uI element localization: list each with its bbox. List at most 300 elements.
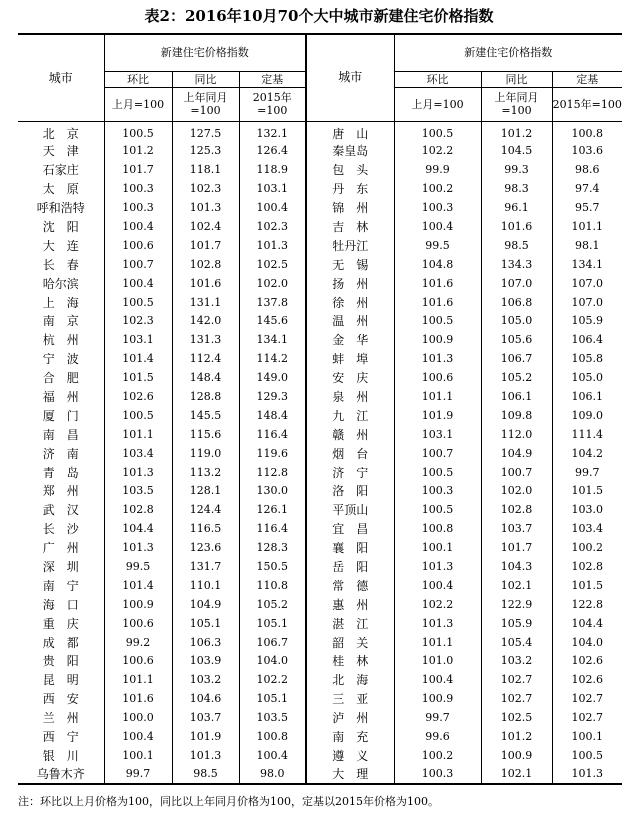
dingji-cell: 148.4	[239, 406, 306, 425]
huanbi-cell: 100.3	[394, 765, 481, 784]
huanbi-cell: 101.5	[104, 368, 172, 387]
city-cell: 济 宁	[306, 463, 394, 482]
city-cell: 洛 阳	[306, 482, 394, 501]
table-row	[18, 708, 622, 727]
huanbi-cell: 101.7	[104, 160, 172, 179]
dingji-cell: 126.1	[239, 500, 306, 519]
tongbi-cell: 102.8	[172, 255, 239, 274]
tongbi-cell: 101.9	[172, 727, 239, 746]
city-cell: 合 肥	[42, 371, 79, 386]
huanbi-cell: 99.6	[394, 727, 481, 746]
tongbi-cell: 101.3	[172, 198, 239, 217]
city-cell: 贵 阳	[42, 654, 79, 669]
tongbi-cell: 101.7	[481, 538, 552, 557]
city-cell: 郑 州	[42, 484, 79, 499]
dingji-cell: 103.0	[552, 500, 622, 519]
tongbi-header-left: 同比	[172, 71, 239, 87]
city-cell: 平顶山	[306, 500, 394, 519]
tongbi-cell: 112.4	[172, 349, 239, 368]
huanbi-cell: 100.4	[394, 576, 481, 595]
dingji-cell: 118.9	[239, 160, 306, 179]
tongbi-cell: 131.3	[172, 330, 239, 349]
city-cell: 无 锡	[306, 255, 394, 274]
huanbi-cell: 104.8	[394, 255, 481, 274]
dingji-cell: 105.2	[239, 595, 306, 614]
dingji-cell: 101.5	[552, 576, 622, 595]
city-cell: 徐 州	[306, 293, 394, 312]
tongbi-cell: 105.1	[172, 614, 239, 633]
dingji-cell: 103.5	[239, 708, 306, 727]
table-row	[18, 198, 622, 217]
tongbi-cell: 101.2	[481, 121, 552, 142]
dingji-cell: 103.6	[552, 142, 622, 161]
tongbi-cell: 118.1	[172, 160, 239, 179]
tongbi-cell: 124.4	[172, 500, 239, 519]
city-cell: 大 连	[42, 238, 79, 253]
dingji-cell: 101.5	[552, 482, 622, 501]
table-row	[18, 538, 622, 557]
dingji-cell: 100.8	[239, 727, 306, 746]
city-cell: 岳 阳	[306, 557, 394, 576]
table-row	[18, 255, 622, 274]
tongbi-cell: 113.2	[172, 463, 239, 482]
tongbi-cell: 98.3	[481, 179, 552, 198]
table-row	[18, 121, 622, 142]
city-cell: 成 都	[42, 635, 79, 650]
tongbi-cell: 98.5	[481, 236, 552, 255]
city-cell: 安 庆	[306, 368, 394, 387]
dingji-cell: 100.2	[552, 538, 622, 557]
huanbi-cell: 100.3	[394, 198, 481, 217]
huanbi-cell: 100.9	[394, 689, 481, 708]
huanbi-cell: 99.5	[394, 236, 481, 255]
huanbi-cell: 100.1	[104, 746, 172, 765]
tongbi-cell: 148.4	[172, 368, 239, 387]
city-cell: 福 州	[42, 390, 79, 405]
huanbi-cell: 100.5	[104, 293, 172, 312]
dingji-cell: 145.6	[239, 312, 306, 331]
tongbi-cell: 112.0	[481, 425, 552, 444]
city-cell: 常 德	[306, 576, 394, 595]
tongbi-base-right: 上年同月=100	[481, 87, 552, 121]
dingji-cell: 106.7	[239, 633, 306, 652]
dingji-cell: 107.0	[552, 293, 622, 312]
huanbi-cell: 100.5	[394, 121, 481, 142]
dingji-cell: 102.3	[239, 217, 306, 236]
dingji-cell: 95.7	[552, 198, 622, 217]
huanbi-cell: 100.8	[394, 519, 481, 538]
tongbi-cell: 101.6	[481, 217, 552, 236]
huanbi-cell: 101.1	[104, 425, 172, 444]
city-cell: 蚌 埠	[306, 349, 394, 368]
dingji-cell: 107.0	[552, 274, 622, 293]
tongbi-cell: 131.7	[172, 557, 239, 576]
city-cell: 桂 林	[306, 652, 394, 671]
dingji-cell: 104.0	[552, 633, 622, 652]
tongbi-cell: 102.3	[172, 179, 239, 198]
huanbi-cell: 101.2	[104, 142, 172, 161]
huanbi-base-right: 上月=100	[394, 87, 481, 121]
table-row	[18, 179, 622, 198]
tongbi-cell: 116.5	[172, 519, 239, 538]
city-cell: 沈 阳	[42, 220, 79, 234]
dingji-cell: 130.0	[239, 482, 306, 501]
city-cell: 九 江	[306, 406, 394, 425]
city-cell: 南 京	[42, 314, 79, 329]
city-cell: 吉 林	[306, 217, 394, 236]
huanbi-cell: 101.3	[104, 463, 172, 482]
tongbi-cell: 102.7	[481, 670, 552, 689]
huanbi-cell: 102.2	[394, 595, 481, 614]
table-row	[18, 576, 622, 595]
table-row	[18, 293, 622, 312]
dingji-cell: 100.5	[552, 746, 622, 765]
dingji-cell: 105.9	[552, 312, 622, 331]
huanbi-cell: 100.5	[394, 463, 481, 482]
huanbi-cell: 103.1	[394, 425, 481, 444]
tongbi-cell: 128.1	[172, 482, 239, 501]
city-column-header-left: 城市	[18, 34, 104, 121]
tongbi-cell: 102.4	[172, 217, 239, 236]
city-cell: 韶 关	[306, 633, 394, 652]
tongbi-cell: 134.3	[481, 255, 552, 274]
dingji-cell: 128.3	[239, 538, 306, 557]
dingji-base-right: 2015年=100	[552, 87, 622, 121]
city-cell: 金 华	[306, 330, 394, 349]
city-cell: 赣 州	[306, 425, 394, 444]
city-cell: 北 京	[42, 126, 79, 141]
city-cell: 西 安	[42, 692, 79, 707]
huanbi-cell: 102.3	[104, 312, 172, 331]
huanbi-cell: 102.6	[104, 387, 172, 406]
table-row	[18, 633, 622, 652]
huanbi-cell: 100.3	[394, 482, 481, 501]
table-row	[18, 727, 622, 746]
table-row	[18, 614, 622, 633]
tongbi-cell: 99.3	[481, 160, 552, 179]
huanbi-cell: 101.6	[394, 274, 481, 293]
table-row	[18, 387, 622, 406]
city-cell: 温 州	[306, 312, 394, 331]
tongbi-cell: 101.3	[172, 746, 239, 765]
table-row	[18, 689, 622, 708]
table-row	[18, 349, 622, 368]
huanbi-cell: 99.2	[104, 633, 172, 652]
tongbi-cell: 103.2	[172, 670, 239, 689]
huanbi-cell: 100.6	[104, 236, 172, 255]
table-row	[18, 236, 622, 255]
dingji-cell: 101.3	[239, 236, 306, 255]
tongbi-cell: 110.1	[172, 576, 239, 595]
tongbi-cell: 106.8	[481, 293, 552, 312]
dingji-cell: 98.1	[552, 236, 622, 255]
table-row	[18, 274, 622, 293]
huanbi-base-left: 上月=100	[104, 87, 172, 121]
tongbi-base-left: 上年同月=100	[172, 87, 239, 121]
city-cell: 南 昌	[42, 427, 79, 442]
tongbi-cell: 127.5	[172, 121, 239, 142]
tongbi-cell: 105.9	[481, 614, 552, 633]
huanbi-cell: 101.6	[104, 689, 172, 708]
tongbi-cell: 101.2	[481, 727, 552, 746]
dingji-cell: 102.7	[552, 689, 622, 708]
table-row	[18, 670, 622, 689]
dingji-cell: 102.2	[239, 670, 306, 689]
index-group-header-left: 新建住宅价格指数	[104, 34, 306, 71]
tongbi-cell: 105.6	[481, 330, 552, 349]
huanbi-cell: 100.7	[394, 444, 481, 463]
dingji-cell: 103.4	[552, 519, 622, 538]
city-cell: 石家庄	[42, 163, 79, 178]
dingji-cell: 105.1	[239, 614, 306, 633]
huanbi-cell: 100.2	[394, 179, 481, 198]
huanbi-cell: 100.6	[104, 652, 172, 671]
huanbi-cell: 104.4	[104, 519, 172, 538]
dingji-cell: 104.0	[239, 652, 306, 671]
dingji-cell: 132.1	[239, 121, 306, 142]
huanbi-cell: 101.4	[104, 576, 172, 595]
city-cell: 大 理	[306, 765, 394, 784]
city-cell: 呼和浩特	[36, 201, 85, 216]
table-row	[18, 444, 622, 463]
table-row	[18, 142, 622, 161]
dingji-cell: 102.5	[239, 255, 306, 274]
huanbi-cell: 100.5	[394, 312, 481, 331]
city-cell: 重 庆	[42, 616, 79, 631]
dingji-cell: 105.1	[239, 689, 306, 708]
huanbi-cell: 100.0	[104, 708, 172, 727]
huanbi-cell: 102.8	[104, 500, 172, 519]
dingji-cell: 102.8	[552, 557, 622, 576]
huanbi-cell: 101.9	[394, 406, 481, 425]
tongbi-cell: 103.7	[481, 519, 552, 538]
tongbi-cell: 100.7	[481, 463, 552, 482]
huanbi-cell: 101.3	[394, 614, 481, 633]
dingji-cell: 150.5	[239, 557, 306, 576]
huanbi-cell: 101.3	[394, 557, 481, 576]
huanbi-header-right: 环比	[394, 71, 481, 87]
dingji-cell: 109.0	[552, 406, 622, 425]
huanbi-cell: 100.7	[104, 255, 172, 274]
table-row	[18, 557, 622, 576]
huanbi-cell: 101.1	[104, 670, 172, 689]
tongbi-cell: 105.4	[481, 633, 552, 652]
table-row	[18, 312, 622, 331]
dingji-cell: 116.4	[239, 519, 306, 538]
dingji-cell: 103.1	[239, 179, 306, 198]
table-title: 表2：2016年10月70个大中城市新建住宅价格指数	[144, 7, 494, 25]
city-cell: 杭 州	[42, 333, 79, 348]
dingji-cell: 149.0	[239, 368, 306, 387]
city-cell: 青 岛	[42, 465, 79, 480]
city-cell: 泸 州	[306, 708, 394, 727]
tongbi-cell: 101.7	[172, 236, 239, 255]
huanbi-cell: 101.1	[394, 633, 481, 652]
dingji-cell: 100.8	[552, 121, 622, 142]
tongbi-cell: 104.5	[481, 142, 552, 161]
table-row	[18, 406, 622, 425]
city-cell: 惠 州	[306, 595, 394, 614]
table-row	[18, 330, 622, 349]
tongbi-cell: 102.1	[481, 765, 552, 784]
dingji-header-right: 定基	[552, 71, 622, 87]
city-cell: 上 海	[42, 295, 79, 310]
city-cell: 烟 台	[306, 444, 394, 463]
dingji-cell: 102.7	[552, 708, 622, 727]
huanbi-cell: 100.9	[394, 330, 481, 349]
tongbi-cell: 96.1	[481, 198, 552, 217]
huanbi-cell: 100.4	[104, 727, 172, 746]
city-column-header-right: 城市	[306, 34, 394, 121]
city-cell: 昆 明	[42, 673, 79, 688]
table-row	[18, 765, 622, 784]
city-cell: 武 汉	[42, 503, 79, 518]
city-cell: 扬 州	[306, 274, 394, 293]
huanbi-cell: 100.4	[104, 217, 172, 236]
dingji-base-left: 2015年=100	[239, 87, 306, 121]
tongbi-cell: 102.8	[481, 500, 552, 519]
city-cell: 南 宁	[42, 578, 79, 593]
city-cell: 厦 门	[42, 408, 79, 423]
tongbi-cell: 103.7	[172, 708, 239, 727]
huanbi-cell: 100.5	[104, 406, 172, 425]
table-row	[18, 368, 622, 387]
tongbi-cell: 106.1	[481, 387, 552, 406]
huanbi-cell: 100.9	[104, 595, 172, 614]
city-cell: 长 春	[42, 257, 79, 272]
dingji-cell: 98.6	[552, 160, 622, 179]
dingji-cell: 122.8	[552, 595, 622, 614]
huanbi-cell: 99.5	[104, 557, 172, 576]
city-cell: 长 沙	[42, 522, 79, 537]
huanbi-cell: 99.7	[104, 765, 172, 784]
footnote: 注：环比以上月价格为100，同比以上年同月价格为100，定基以2015年价格为100。	[18, 795, 439, 808]
tongbi-cell: 125.3	[172, 142, 239, 161]
table-row	[18, 160, 622, 179]
dingji-cell: 100.4	[239, 746, 306, 765]
huanbi-cell: 100.3	[104, 198, 172, 217]
tongbi-cell: 106.3	[172, 633, 239, 652]
tongbi-cell: 123.6	[172, 538, 239, 557]
dingji-cell: 106.1	[552, 387, 622, 406]
huanbi-cell: 100.3	[104, 179, 172, 198]
city-cell: 丹 东	[306, 179, 394, 198]
huanbi-cell: 103.5	[104, 482, 172, 501]
tongbi-cell: 105.0	[481, 312, 552, 331]
tongbi-cell: 119.0	[172, 444, 239, 463]
huanbi-cell: 100.6	[394, 368, 481, 387]
huanbi-cell: 100.2	[394, 746, 481, 765]
dingji-cell: 101.1	[552, 217, 622, 236]
city-cell: 包 头	[306, 160, 394, 179]
city-cell: 泉 州	[306, 387, 394, 406]
dingji-cell: 119.6	[239, 444, 306, 463]
city-cell: 北 海	[306, 670, 394, 689]
tongbi-cell: 115.6	[172, 425, 239, 444]
dingji-cell: 101.3	[552, 765, 622, 784]
dingji-cell: 102.6	[552, 652, 622, 671]
price-index-table	[18, 33, 622, 785]
dingji-cell: 98.0	[239, 765, 306, 784]
tongbi-cell: 128.8	[172, 387, 239, 406]
index-group-header-right: 新建住宅价格指数	[394, 34, 622, 71]
city-cell: 乌鲁木齐	[18, 765, 104, 784]
tongbi-cell: 104.3	[481, 557, 552, 576]
tongbi-cell: 131.1	[172, 293, 239, 312]
dingji-cell: 105.8	[552, 349, 622, 368]
tongbi-cell: 109.8	[481, 406, 552, 425]
huanbi-cell: 100.4	[394, 670, 481, 689]
dingji-cell: 102.0	[239, 274, 306, 293]
tongbi-header-right: 同比	[481, 71, 552, 87]
city-cell: 襄 阳	[306, 538, 394, 557]
huanbi-cell: 101.3	[104, 538, 172, 557]
huanbi-cell: 101.6	[394, 293, 481, 312]
dingji-cell: 97.4	[552, 179, 622, 198]
city-cell: 秦皇岛	[306, 142, 394, 161]
table-row	[18, 463, 622, 482]
city-cell: 太 原	[42, 182, 79, 197]
tongbi-cell: 98.5	[172, 765, 239, 784]
huanbi-cell: 99.9	[394, 160, 481, 179]
city-cell: 深 圳	[42, 560, 79, 575]
tongbi-cell: 102.0	[481, 482, 552, 501]
table-row	[18, 217, 622, 236]
dingji-cell: 114.2	[239, 349, 306, 368]
city-cell: 锦 州	[306, 198, 394, 217]
huanbi-header-left: 环比	[104, 71, 172, 87]
dingji-cell: 99.7	[552, 463, 622, 482]
dingji-cell: 134.1	[552, 255, 622, 274]
huanbi-cell: 103.4	[104, 444, 172, 463]
city-cell: 银 川	[42, 748, 79, 763]
tongbi-cell: 102.1	[481, 576, 552, 595]
tongbi-cell: 103.9	[172, 652, 239, 671]
dingji-cell: 106.4	[552, 330, 622, 349]
tongbi-cell: 102.7	[481, 689, 552, 708]
huanbi-cell: 101.3	[394, 349, 481, 368]
table-row	[18, 595, 622, 614]
dingji-cell: 126.4	[239, 142, 306, 161]
table-header	[18, 34, 622, 121]
tongbi-cell: 122.9	[481, 595, 552, 614]
city-cell: 唐 山	[306, 121, 394, 142]
huanbi-cell: 100.4	[394, 217, 481, 236]
city-cell: 济 南	[42, 446, 79, 461]
city-cell: 三 亚	[306, 689, 394, 708]
tongbi-cell: 104.9	[481, 444, 552, 463]
dingji-cell: 111.4	[552, 425, 622, 444]
table-row	[18, 482, 622, 501]
dingji-cell: 110.8	[239, 576, 306, 595]
tongbi-cell: 105.2	[481, 368, 552, 387]
tongbi-cell: 102.5	[481, 708, 552, 727]
city-cell: 牡丹江	[306, 236, 394, 255]
city-cell: 南 充	[306, 727, 394, 746]
huanbi-cell: 100.1	[394, 538, 481, 557]
tongbi-cell: 100.9	[481, 746, 552, 765]
city-cell: 宁 波	[42, 352, 79, 367]
huanbi-cell: 100.5	[104, 121, 172, 142]
city-cell: 广 州	[42, 541, 79, 556]
table-row	[18, 652, 622, 671]
city-cell: 湛 江	[306, 614, 394, 633]
tongbi-cell: 106.7	[481, 349, 552, 368]
tongbi-cell: 142.0	[172, 312, 239, 331]
tongbi-cell: 145.5	[172, 406, 239, 425]
huanbi-cell: 101.1	[394, 387, 481, 406]
huanbi-cell: 100.6	[104, 614, 172, 633]
